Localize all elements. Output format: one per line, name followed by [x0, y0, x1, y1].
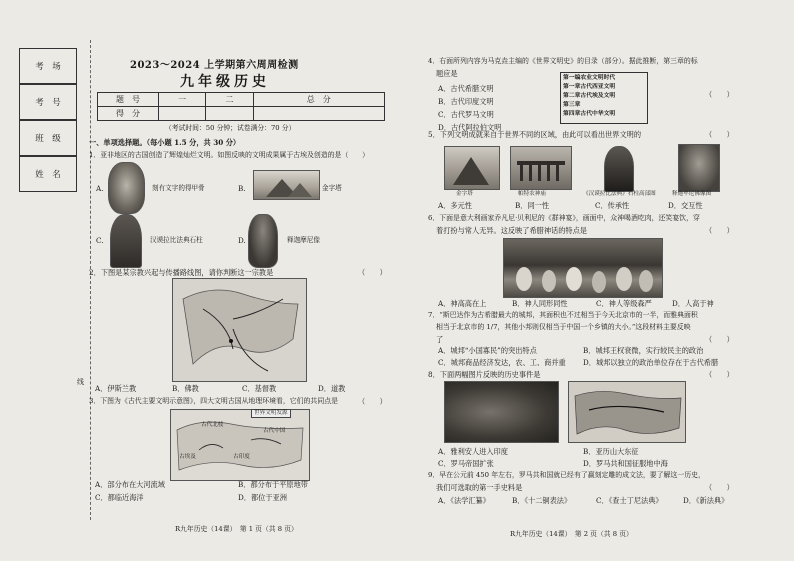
q6-stem-line2: 着打扮与常人无异。这反映了希腊神话的特点是	[436, 226, 587, 235]
q3-map-label-china: 古代中国	[263, 428, 286, 434]
cut-line	[90, 40, 91, 520]
q8-conquest-map	[569, 382, 685, 442]
q7-option-c[interactable]: C．城邦商品经济发达，农、工、商并重	[438, 358, 566, 367]
q1-caption-d: 释迦摩尼像	[287, 236, 320, 244]
q5-answer-paren[interactable]: （ ）	[705, 130, 734, 139]
q5-caption-pyramid: 金字塔	[456, 191, 473, 197]
q8-option-d[interactable]: D．罗马共和国征服地中海	[583, 459, 668, 468]
q3-map-title: 世界文明发源	[251, 409, 291, 418]
q1-image-stele	[110, 214, 142, 268]
q1-image-oracle-bone	[108, 162, 145, 214]
q1-option-d[interactable]: D.	[238, 236, 246, 245]
q2-religion-map	[172, 278, 307, 382]
q7-answer-paren[interactable]: （ ）	[705, 335, 734, 344]
q5-option-b[interactable]: B．同一性	[515, 201, 550, 210]
q7-option-a[interactable]: A．城邦“小国寡民”的突出特点	[438, 346, 537, 355]
q2-option-b[interactable]: B．佛教	[172, 384, 199, 393]
q6-option-b[interactable]: B．神人同形同性	[512, 299, 568, 308]
q4-toc-line: 第三章	[563, 102, 581, 108]
q4-toc-line: 第一章古代西亚文明	[563, 84, 616, 90]
q5-caption-buddha: 释迦牟尼佛像图	[672, 191, 712, 197]
q8-option-a[interactable]: A．雅利安人进入印度	[438, 447, 508, 456]
score-cell[interactable]	[159, 107, 206, 121]
score-table-header: 题 号	[98, 93, 159, 107]
q3-option-b[interactable]: B．都分布于平原地带	[238, 480, 308, 489]
q6-painting-feast-of-gods	[503, 238, 663, 298]
q5-pyramid-drawing	[445, 147, 499, 189]
q1-caption-a: 刻有文字的得甲骨	[152, 184, 205, 192]
q6-stem-line1: 6．下面是意大利画家乔凡尼·贝利尼的《群神宴》，画面中，众神喝酒吃肉，还笑宴饮，穿	[428, 214, 700, 222]
q1-stem: 1．亚非地区的古国创造了辉煌灿烂文明。如图反映的文明成果属于古埃及创造的是（ ）	[89, 151, 370, 159]
cut-line-char: 线	[77, 378, 84, 386]
q7-stem-line2: 相当于北京市的 1/7，其他小邦则仅相当于中国一个乡镇的大小。”这段材料主要反映	[436, 323, 691, 331]
q5-option-d[interactable]: D．交互性	[668, 201, 703, 210]
q5-image-pyramid	[444, 146, 500, 190]
q9-option-b[interactable]: B．《十二铜表法》	[512, 496, 572, 505]
footer-right: R九年历史（14课） 第 2 页（共 8 页）	[510, 530, 633, 538]
sidebar-cell-exam-room: 考 场	[19, 48, 77, 84]
score-cell[interactable]	[253, 107, 384, 121]
q4-option-a[interactable]: A．古代希腊文明	[438, 84, 494, 93]
q2-stem: 2．下图是某宗教兴起与传播路线图，请你判断这一宗教是	[89, 268, 274, 277]
q8-stem: 8．下面两幅图片反映的历史事件是	[428, 370, 541, 379]
q1-image-buddha	[248, 214, 278, 268]
score-table-header: 二	[206, 93, 253, 107]
q6-answer-paren[interactable]: （ ）	[705, 226, 734, 235]
q5-temple-drawing	[511, 147, 571, 189]
q3-map-label-egypt: 古埃及	[179, 454, 196, 460]
q5-caption-stele: 《汉谟拉比法典》石柱高部图	[583, 191, 656, 197]
q4-option-d[interactable]: D．古代阿拉伯文明	[438, 123, 502, 132]
q6-option-d[interactable]: D．人高于神	[672, 299, 714, 308]
q9-option-a[interactable]: A．《法学汇纂》	[438, 496, 490, 505]
q4-toc-line: 第一编农业文明时代	[563, 75, 616, 81]
q5-caption-parthenon: 帕特农神庙	[518, 191, 546, 197]
civilization-map-drawing	[171, 410, 309, 480]
sidebar-cell-name: 姓 名	[19, 156, 77, 192]
q8-option-b[interactable]: B．亚历山大东征	[583, 447, 639, 456]
score-cell[interactable]	[206, 107, 253, 121]
score-row-label: 得 分	[98, 107, 159, 121]
q5-stem: 5．下列文明成就来自于世界不同的区域，由此可以看出世界文明的	[428, 130, 642, 139]
sidebar-cell-exam-number: 考 号	[19, 84, 77, 120]
q2-option-c[interactable]: C．基督教	[242, 384, 277, 393]
subject-title: 九年级历史	[180, 74, 270, 90]
q5-image-buddha	[678, 144, 720, 192]
q2-option-d[interactable]: D．道教	[318, 384, 346, 393]
q4-option-c[interactable]: C．古代罗马文明	[438, 110, 494, 119]
q3-answer-paren[interactable]: （ ）	[358, 397, 387, 406]
pyramid-drawing	[254, 171, 319, 199]
exam-title: 2023～2024 上学期第六周周检测	[130, 60, 299, 71]
sidebar-cell-class: 班 级	[19, 120, 77, 156]
q4-toc-line: 第四章古代中华文明	[563, 111, 616, 117]
footer-left: R九年历史（14课） 第 1 页（共 8 页）	[175, 525, 298, 533]
q3-option-d[interactable]: D．都位于亚洲	[238, 493, 287, 502]
score-table-header: 一	[159, 93, 206, 107]
q2-answer-paren[interactable]: （ ）	[358, 268, 387, 277]
q5-option-c[interactable]: C．传承性	[595, 201, 630, 210]
q3-map-label-india: 古印度	[233, 454, 250, 460]
q5-image-stele	[604, 146, 634, 192]
q4-option-b[interactable]: B．古代印度文明	[438, 97, 494, 106]
q3-civilization-map	[170, 409, 310, 481]
q5-image-parthenon	[510, 146, 572, 190]
q4-toc-box	[560, 72, 648, 124]
q3-option-c[interactable]: C．都临近海洋	[95, 493, 144, 502]
q6-painting-figures	[504, 239, 662, 297]
q8-image-battle	[444, 381, 559, 443]
q9-option-c[interactable]: C．《查士丁尼法典》	[596, 496, 663, 505]
q9-answer-paren[interactable]: （ ）	[705, 483, 734, 492]
q3-stem: 3．下图为《古代主要文明示意图》，四大文明古国从地理环境看，它们的共同点是	[89, 397, 338, 405]
q7-option-d[interactable]: D．城邦以独立的政治单位存在于古代希腊	[583, 358, 719, 367]
q3-map-label-babylon: 古代北枝	[201, 422, 224, 428]
q1-image-pyramid	[253, 170, 320, 200]
q9-stem-line1: 9．早在公元前 450 年左右，罗马共和国就已经有了羸刻定雕的成文法，要了解这一历史，	[428, 471, 705, 479]
q6-option-a[interactable]: A．神高高在上	[438, 299, 487, 308]
q4-answer-paren[interactable]: （ ）	[705, 90, 734, 99]
exam-info: （考试时间：50 分钟；试卷满分：70 分）	[165, 124, 296, 132]
q9-stem-line2: 我们可选取的第一手史料是	[436, 483, 523, 492]
q4-toc-line: 第二章古代埃及文明	[563, 93, 616, 99]
q8-answer-paren[interactable]: （ ）	[705, 370, 734, 379]
q5-option-a[interactable]: A．多元性	[438, 201, 472, 210]
score-table	[97, 92, 385, 121]
q1-option-b[interactable]: B.	[238, 184, 246, 193]
q4-stem-line2: 题应是	[436, 69, 458, 78]
section1-heading: 一、单项选择题。（每小题 1.5 分，共 30 分）	[89, 138, 241, 147]
q1-option-c[interactable]: C.	[96, 236, 104, 245]
q6-option-c[interactable]: C．神人等级森严	[596, 299, 652, 308]
q8-option-c[interactable]: C．罗马帝国扩张	[438, 459, 494, 468]
q9-option-d[interactable]: D．《新法典》	[683, 496, 729, 505]
q1-caption-c: 汉谟拉比法典石柱	[150, 236, 203, 244]
q7-stem-line1: 7．“斯巴达作为古希腊最大的城邦，其面积也不过相当于今天北京市的一半，而雅典面积	[428, 311, 698, 319]
q4-stem-line1: 4．右面所列内容为马克垚主编的《世界文明史》的目录（部分）。据此推断，第三章的标	[428, 57, 698, 65]
q3-option-a[interactable]: A．部分布在大河流域	[95, 480, 165, 489]
q1-caption-b: 金字塔	[322, 184, 342, 192]
q2-option-a[interactable]: A．伊斯兰教	[95, 384, 137, 393]
q7-stem-line3: 了	[436, 335, 444, 344]
q7-option-b[interactable]: B．城邦王权衰微，实行较民主的政治	[583, 346, 704, 355]
religion-route-map	[173, 279, 306, 381]
q1-option-a[interactable]: A.	[96, 184, 104, 193]
q8-image-map	[568, 381, 686, 443]
score-table-header: 总 分	[253, 93, 384, 107]
